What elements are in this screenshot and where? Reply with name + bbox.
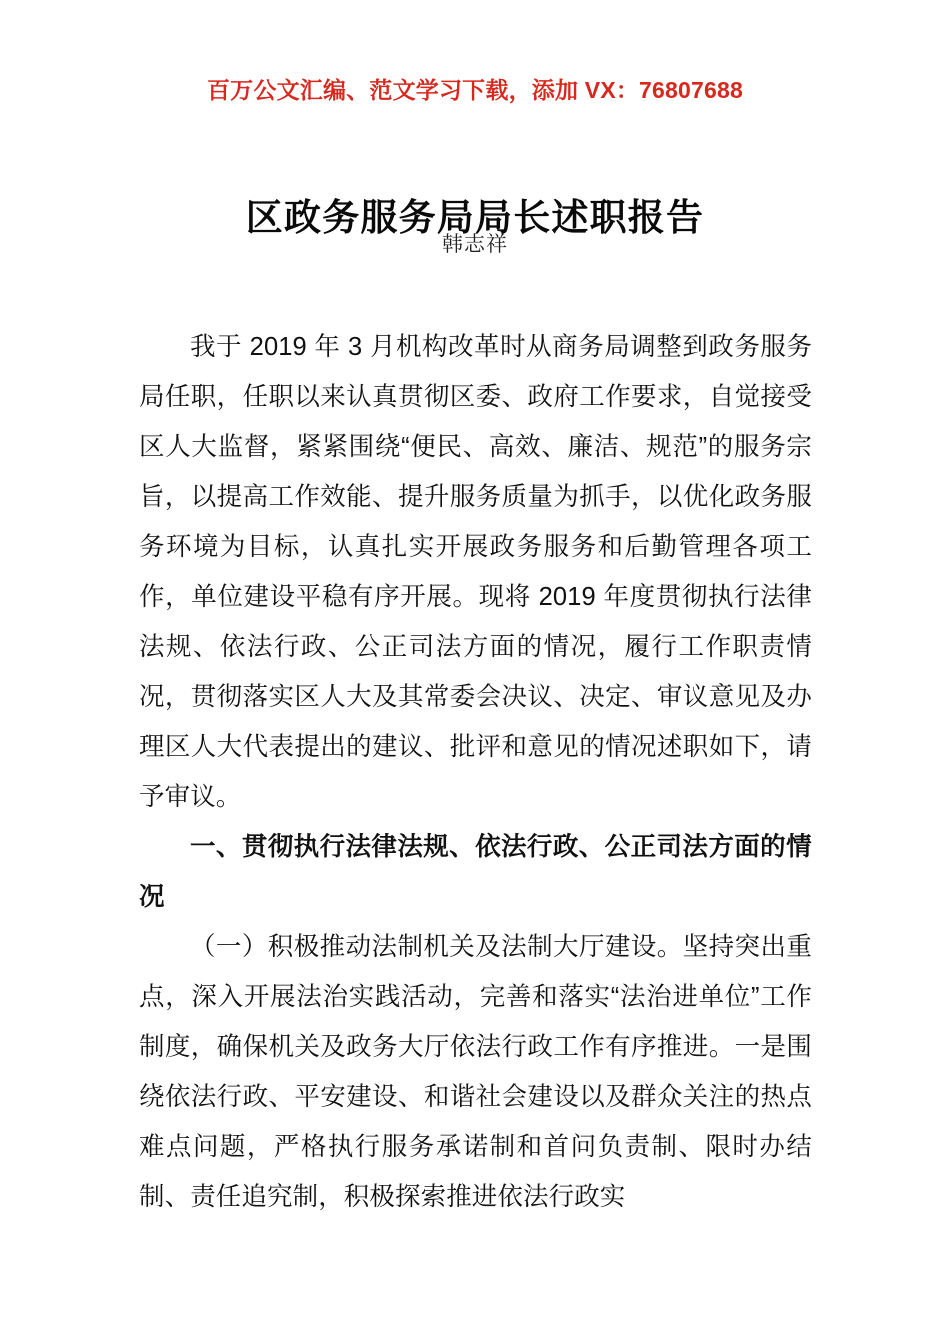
document-body — [139, 322, 812, 1222]
document-author: 韩志祥 — [442, 233, 508, 256]
page-title: 区政务服务局局长述职报告 — [245, 196, 705, 238]
paragraph-section-one-heading: 一、贯彻执行法律法规、依法行政、公正司法方面的情况 — [139, 833, 812, 911]
paragraph-section-one-item-1: （一）积极推动法制机关及法制大厅建设。坚持突出重点，深入开展法治实践活动，完善和落实“法治进单位”工作制度，确保机关及政务大厅依法行政工作有序推进。一是围绕依法行政、平安建设、和谐社会建设以及群众关注的热点难点问题，严格执行服务承诺制和首问负责制、限时办结制、责任追究制，积极探索推进依法行政实 — [139, 933, 812, 1211]
paragraph-intro: 我于 2019 年 3 月机构改革时从商务局调整到政务服务局任职，任职以来认真贯彻区委、政府工作要求，自觉接受区人大监督，紧紧围绕“便民、高效、廉洁、规范”的服务宗旨，以提高工作效能、提升服务质量为抓手，以优化政务服务环境为目标，认真扎实开展政务服务和后勤管理各项工作，单位建设平稳有序开展。现将 2019 年度贯彻执行法律法规、依法行政、公正司法方面的情况，履行工作职责情况，贯彻落实区人大及其常委会决议、决定、审议意见及办理区人大代表提出的建议、批评和意见的情况述职如下，请予审议。 — [139, 333, 812, 811]
promo-banner: 百万公文汇编、范文学习下载，添加 VX：76807688 — [206, 77, 743, 103]
